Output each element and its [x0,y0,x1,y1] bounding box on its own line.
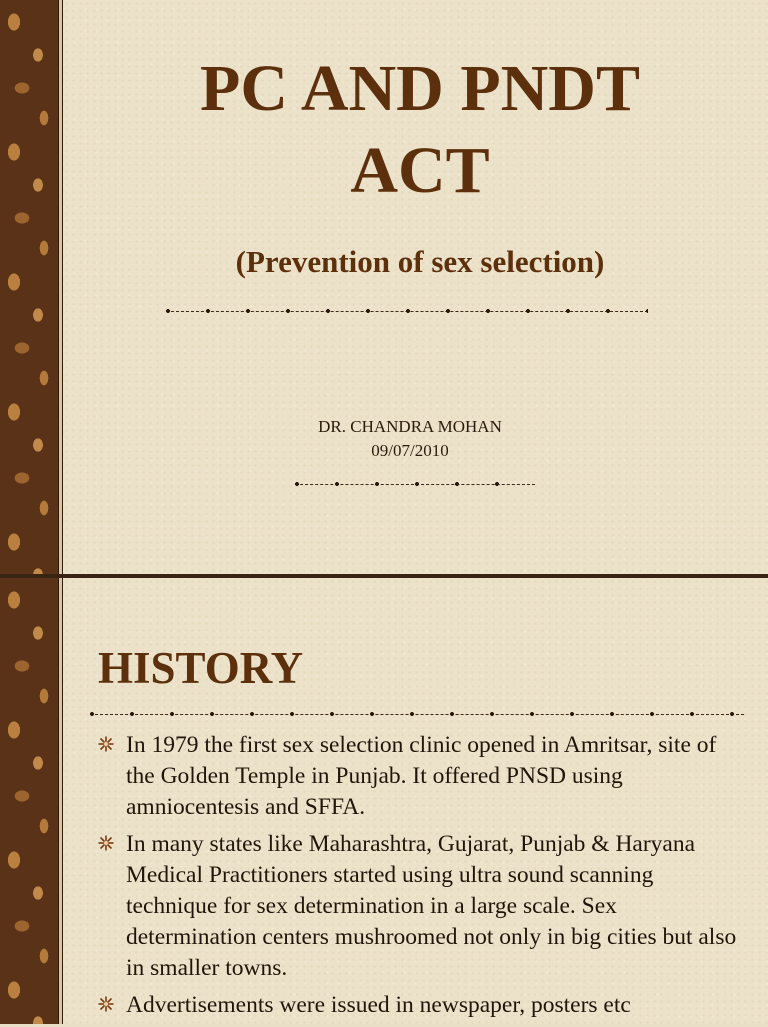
bullet-text: In many states like Maharashtra, Gujarat, Punjab & Haryana Medical Practitioners started using ultra sound scanning technique for sex determination in a large scale. Sex determination centers mushroomed not only in big cities but also in smaller towns. [126,831,737,981]
bullet-text: In 1979 the first sex selection clinic opened in Amritsar, site of the Golden Temple in Punjab. It offered PNSD using amniocentesis and SFFA. [126,732,717,820]
author-name: DR. CHANDRA MOHAN [318,417,502,436]
bullet-text: Advertisements were issued in newspaper, posters etc [126,992,631,1018]
starburst-bullet-icon [98,996,114,1012]
dotted-divider [295,484,535,485]
presentation-date: 09/07/2010 [371,441,449,460]
section-heading: HISTORY [98,643,304,693]
slide-title [120,48,720,212]
title-line-1: PC AND PNDT [200,52,640,125]
starburst-bullet-icon [98,835,114,851]
decorative-side-border [0,0,58,574]
history-bullet-list [98,730,738,1027]
decorative-side-border [0,578,58,1024]
list-item [98,730,738,823]
list-item [98,829,738,984]
starburst-bullet-icon [98,736,114,752]
dotted-divider [166,311,648,312]
list-item [98,990,738,1021]
dotted-divider [90,714,744,715]
slide-subtitle: (Prevention of sex selection) [235,244,605,279]
title-line-2: ACT [350,134,490,207]
